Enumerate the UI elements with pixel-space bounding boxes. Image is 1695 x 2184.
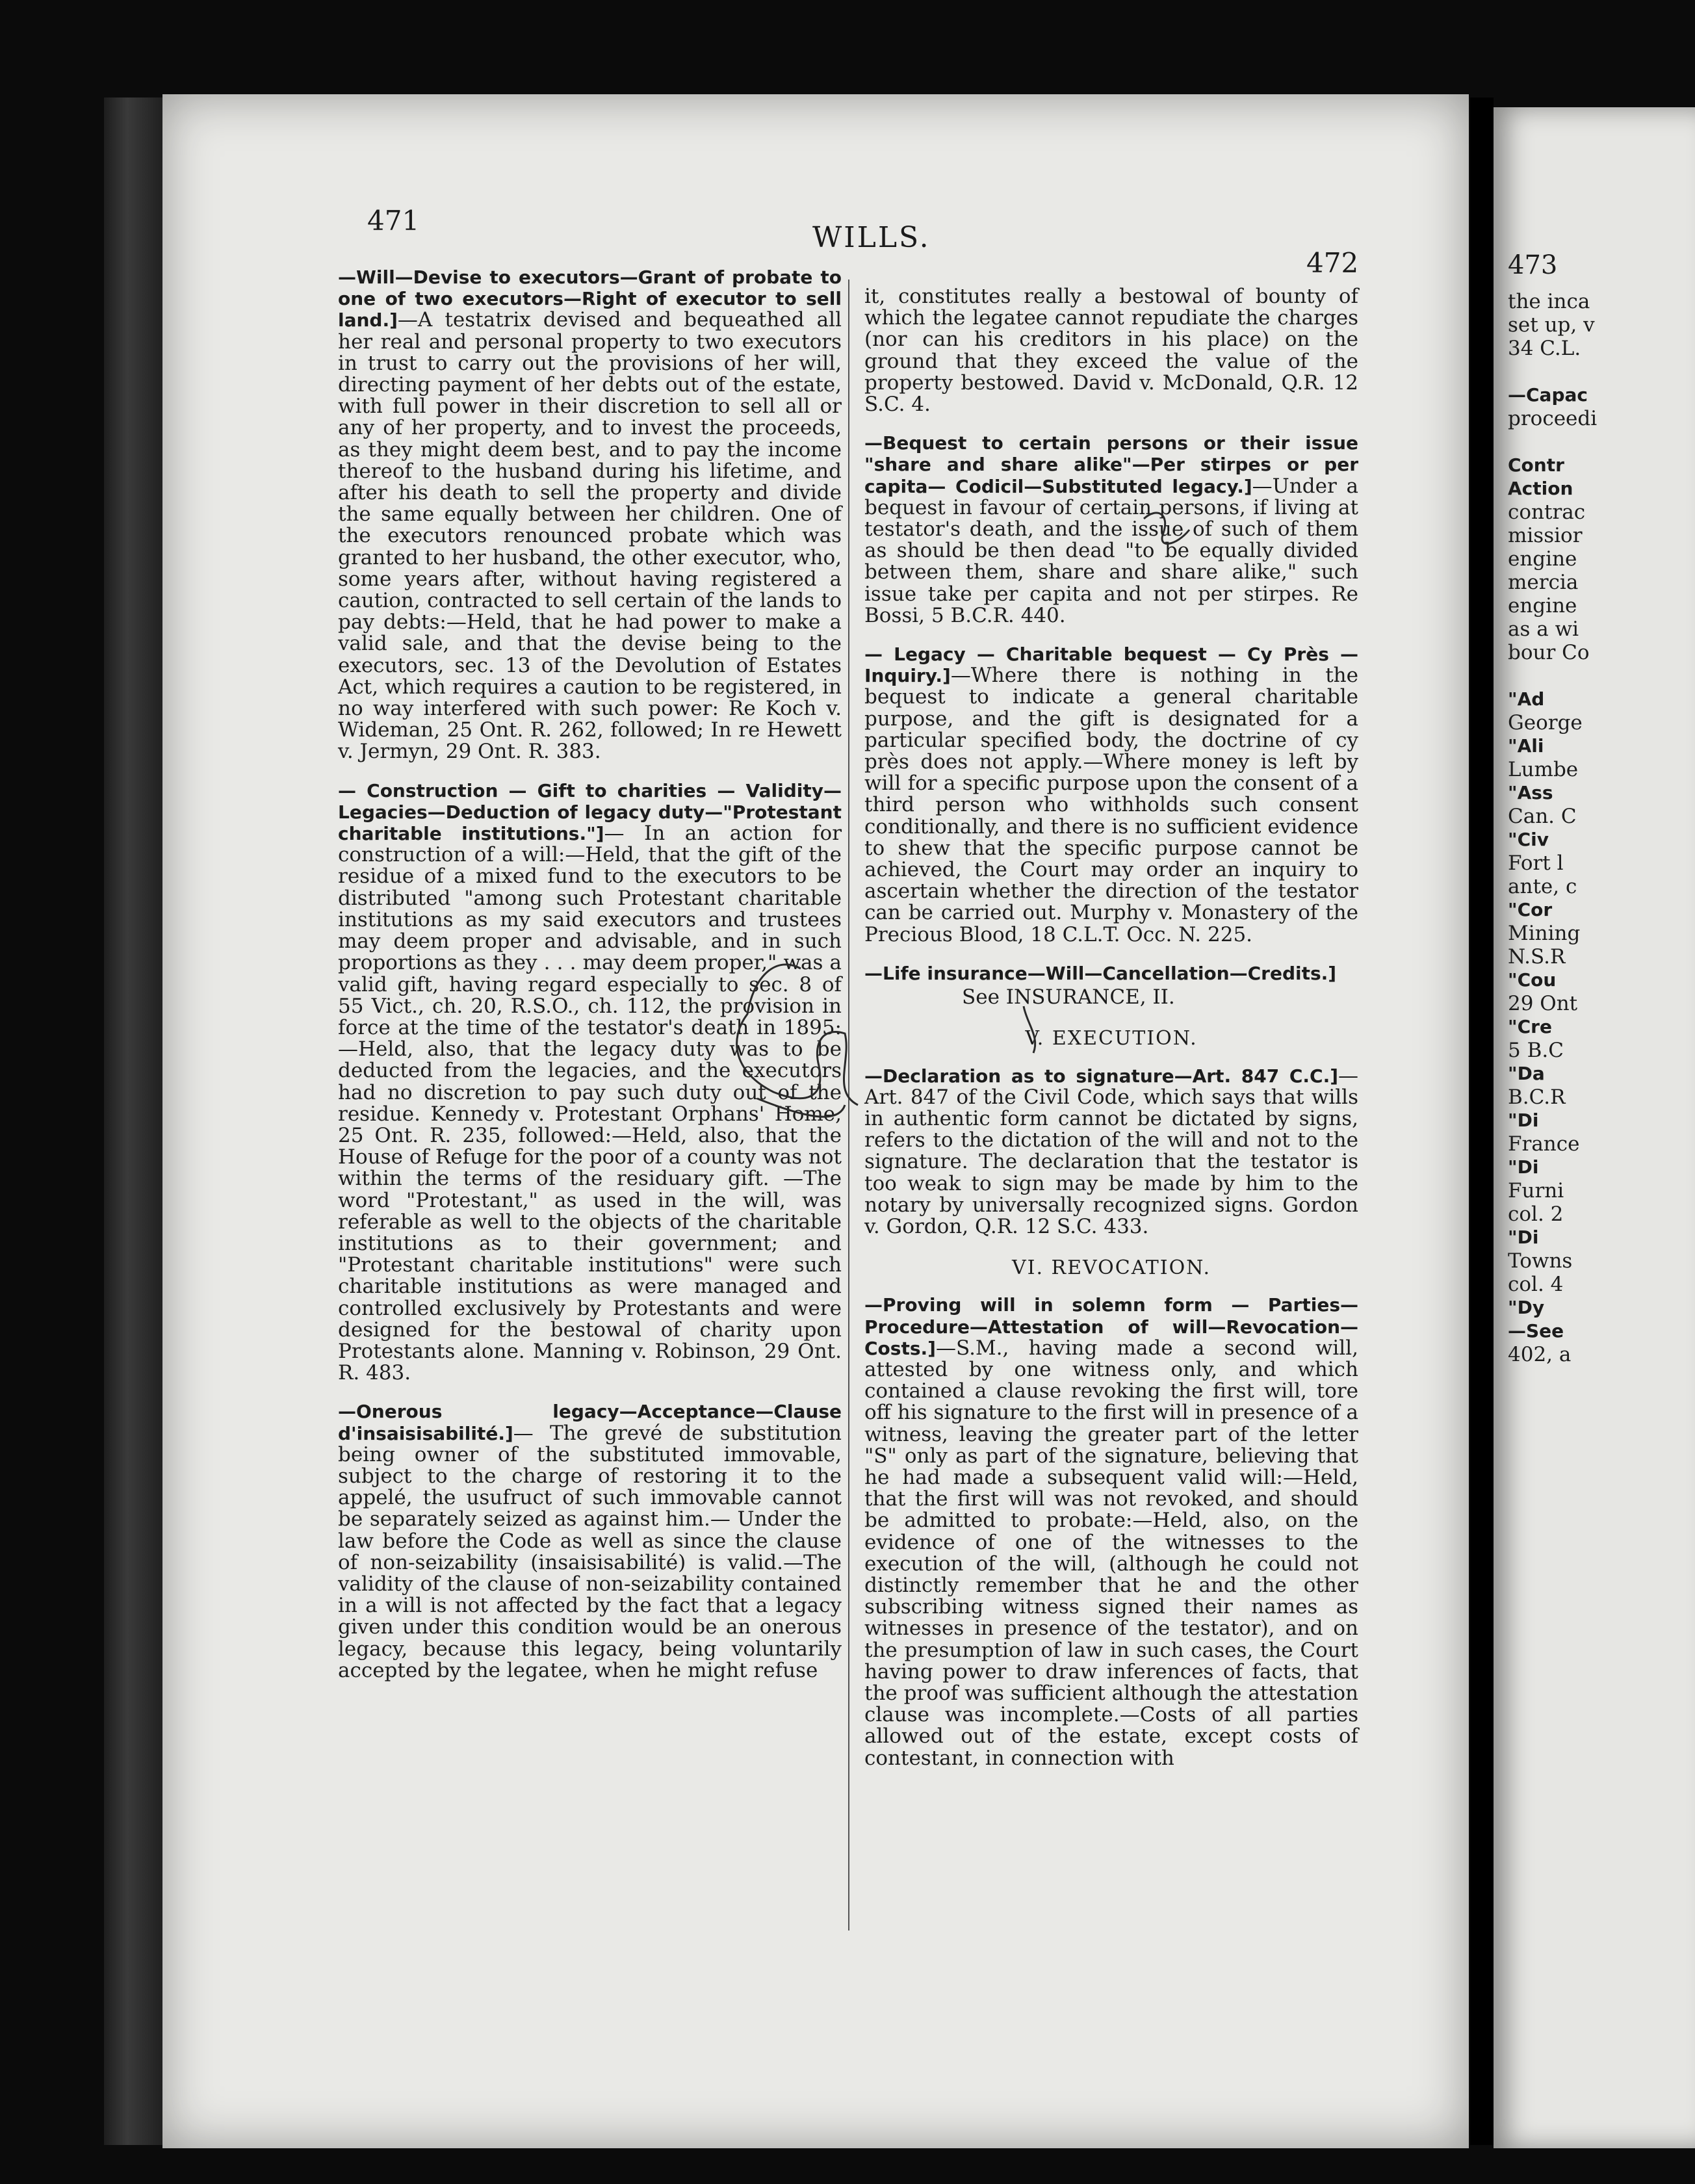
fragment-line: "Ad — [1508, 688, 1545, 710]
entry-heading: —Will—Devise to executors—Grant of probate to one of two executors—Right of executor to sell land.] — [338, 266, 842, 332]
fragment-line: "Da — [1508, 1063, 1545, 1084]
fragment-line: France — [1508, 1132, 1580, 1156]
adjacent-page-fragment — [1508, 240, 1695, 1366]
entry-text: it, constitutes really a bestowal of bounty of which the legatee cannot repudiate the charges (nor can his creditors in his place) on the ground that they exceed the value of the property bestowed. David v. McDonald, Q.R. 12 S.C. 4. — [864, 285, 1358, 417]
section-heading-execution: V. EXECUTION. — [1025, 1027, 1198, 1050]
fragment-line: missior — [1508, 524, 1583, 547]
fragment-line: col. 2 — [1508, 1202, 1564, 1226]
entry-heading: — Construction — Gift to charities — Validity— Legacies—Deduction of legacy duty—"Protestant charitable institutions."] — [338, 779, 842, 845]
fragment-line: "Civ — [1508, 829, 1549, 850]
fragment-line: col. 4 — [1508, 1273, 1564, 1296]
running-title: WILLS. — [812, 221, 931, 254]
fragment-line: 29 Ont — [1508, 992, 1578, 1015]
page-number-next: 473 — [1508, 250, 1558, 280]
fragment-line: ante, c — [1508, 875, 1577, 898]
fragment-line: set up, v — [1508, 313, 1595, 337]
fragment-line: Towns — [1508, 1249, 1573, 1273]
digest-entry — [338, 1401, 842, 1682]
fragment-line: "Ass — [1508, 782, 1553, 803]
section-heading-revocation: VI. REVOCATION. — [1011, 1256, 1211, 1280]
fragment-line: mercia — [1508, 571, 1579, 594]
fragment-line: —See — [1508, 1320, 1564, 1342]
fragment-line — [1508, 664, 1695, 688]
fragment-line: "Dy — [1508, 1297, 1545, 1318]
fragment-line: engine — [1508, 594, 1577, 618]
fragment-line: engine — [1508, 547, 1577, 571]
cross-reference: See INSURANCE, II. — [962, 985, 1175, 1009]
fragment-line: "Di — [1508, 1227, 1539, 1248]
fragment-line: "Cor — [1508, 899, 1553, 920]
entry-heading: —Bequest to certain persons or their issue "share and share alike"—Per stirpes or per capita— Codicil—Substituted legacy.] — [864, 432, 1358, 497]
entry-text: — In an action for construction of a will:—Held, that the gift of the residue of a mixed fund to the executors to be distributed "among such Protestant charitable institutions as my said executors and trustees may deem proper and advisable, and in such proportions as they . . . may deem proper," was a valid gift, having regard especially to sec. 8 of 55 Vict., ch. 20, R.S.O., ch. 112, the provision in force at the time of the testator's death in 1895:—Held, also, that the legacy duty was to be deducted from the legacies, and the executors had no discretion to pay such duty out of the residue. Kennedy v. Protestant Orphans' Home, 25 Ont. R. 235, followed:—Held, also, that the House of Refuge for the poor of a county was not within the terms of the residuary gift. —The word "Protestant," as used in the will, was referable as well to the objects of the charitable institutions as to their government; and "Protestant charitable institutions" were such charitable institutions as were managed and controlled exclusively by Protestants and were designed for the bestowal of charity upon Protestants alone. Manning v. Robinson, 29 Ont. R. 483. — [338, 822, 842, 1385]
page-number-left: 471 — [367, 205, 420, 237]
fragment-line: contrac — [1508, 500, 1586, 524]
fragment-line: Mining — [1508, 922, 1581, 945]
fragment-line: —Capac — [1508, 384, 1588, 406]
digest-entry — [864, 644, 1358, 946]
fragment-line: proceedi — [1508, 407, 1598, 430]
digest-entry — [864, 1065, 1358, 1238]
entry-heading: —Life insurance—Will—Cancellation—Credits.] — [864, 962, 1337, 984]
digest-entry — [338, 780, 842, 1384]
fragment-lines — [1508, 290, 1695, 1366]
fragment-line: Contr — [1508, 454, 1564, 476]
fragment-line: bour Co — [1508, 641, 1590, 664]
digest-entry — [864, 963, 1358, 984]
fragment-line: Lumbe — [1508, 758, 1579, 781]
entry-text: —S.M., having made a second will, attested by one witness only, and which contained a clause revoking the first will, tore off his signature to the first will in presence of a witness, leaving the greater part of the letter "S" only as part of the signature, believing that he had made a subsequent valid will:—Held, that the first will was not revoked, and should be admitted to probate:—Held, also, on the evidence of one of the witnesses to the execution of the will, (although he could not distinctly remember that he and the other subscribing witness signed their names as witnesses in presence of the testator), and on the presumption of law in such cases, the Court having power to draw inferences of facts, that the proof was sufficient although the attestation clause was incomplete.—Costs of all parties allowed out of the estate, except costs of contestant, in connection with — [864, 1336, 1358, 1770]
page-gutter — [1470, 98, 1494, 2145]
entry-text: — Art. 847 of the Civil Code, which says that wills in authentic form cannot be dictated by signs, refers to the dictation of the will and not to the signature. The declaration that the testator is too weak to sign may be made by him to the notary by universally recognized signs. Gordon v. Gordon, Q.R. 12 S.C. 433. — [864, 1063, 1358, 1238]
fragment-line: "Di — [1508, 1156, 1539, 1178]
column-divider — [848, 280, 849, 1930]
page-number-right: 472 — [1306, 247, 1359, 279]
fragment-line: B.C.R — [1508, 1086, 1566, 1109]
fragment-line: Can. C — [1508, 805, 1577, 828]
digest-entry — [864, 432, 1358, 627]
entry-text: — The grevé de substitution being owner of the substituted immovable, subject to the charge of restoring it to the appelé, the usufruct of such immovable cannot be separately seized as against him.— Under the law before the Code as well as since the clause of non-seizability (insaisisabilité) is valid.—The validity of the clause of non-seizability contained in a will is not affected by the fact that a legacy given under this condition would be an onerous legacy, because this legacy, being voluntarily accepted by the legatee, when he might refuse — [338, 1421, 842, 1682]
fragment-line: 5 B.C — [1508, 1039, 1564, 1062]
entry-heading: —Declaration as to signature—Art. 847 C.C.] — [864, 1065, 1338, 1087]
entry-text: —A testatrix devised and bequeathed all her real and personal property to two executors in trust to carry out the provisions of her will, directing payment of her debts out of the estate, with full power in their discretion to sell all or any of her property, and to invest the proceeds, as they might deem best, and to pay the income thereof to the husband during his lifetime, and after his death to sell the property and divide the same equally between her children. One of the executors renounced probate which was granted to her husband, the other executor, who, some years after, without having registered a caution, contracted to sell certain of the lands to pay debts:—Held, that he had power to make a valid sale, and that the devise being to the executors, sec. 13 of the Devolution of Estates Act, which requires a caution to be registered, in no way interfered with such power: Re Koch v. Wideman, 25 Ont. R. 262, followed; In re Hewett v. Jermyn, 29 Ont. R. 383. — [338, 308, 842, 764]
fragment-line: "Cou — [1508, 969, 1557, 991]
fragment-line: George — [1508, 711, 1583, 734]
entry-heading: —Onerous legacy—Acceptance—Clause d'insaisisabilité.] — [338, 1401, 842, 1444]
fragment-line: N.S.R — [1508, 945, 1566, 968]
fragment-line — [1508, 430, 1695, 454]
fragment-line: Action — [1508, 478, 1573, 499]
entry-text: —Where there is nothing in the bequest to indicate a general charitable purpose, and the gift is designated for a particular specified body, the doctrine of cy près does not apply.—Where money is left by will for a specific purpose upon the consent of a third person who withholds such consent conditionally, and there is no sufficient evidence to shew that the specific purpose cannot be achieved, the Court may order an inquiry to ascertain whether the direction of the testator can be carried out. Murphy v. Monastery of the Precious Blood, 18 C.L.T. Occ. N. 225. — [864, 664, 1358, 946]
fragment-line: "Cre — [1508, 1016, 1552, 1037]
digest-entry — [864, 1294, 1358, 1769]
left-column — [338, 266, 842, 1698]
fragment-line: Fort l — [1508, 852, 1564, 875]
fragment-line — [1508, 360, 1695, 384]
entry-text: —Under a bequest in favour of certain persons, if living at testator's death, and the issue of such of them as should be then dead "to be equally divided between them, share and share alike," such issue take per capita and not per stirpes. Re Bossi, 5 B.C.R. 440. — [864, 474, 1358, 627]
fragment-line: as a wi — [1508, 618, 1579, 641]
entry-heading: —Proving will in solemn form — Parties—Procedure—Attestation of will—Revocation—Costs.] — [864, 1294, 1358, 1359]
fragment-line: Furni — [1508, 1179, 1564, 1202]
entry-heading: — Legacy — Charitable bequest — Cy Près — Inquiry.] — [864, 644, 1358, 687]
digest-entry — [864, 286, 1358, 415]
fragment-line: 34 C.L. — [1508, 337, 1581, 360]
digest-entry — [338, 266, 842, 763]
fragment-line: "Ali — [1508, 735, 1544, 757]
fragment-line: 402, a — [1508, 1343, 1572, 1366]
fragment-line: "Di — [1508, 1110, 1539, 1131]
fragment-line: the inca — [1508, 290, 1590, 313]
book-binding — [104, 98, 162, 2145]
right-column — [864, 286, 1358, 1786]
